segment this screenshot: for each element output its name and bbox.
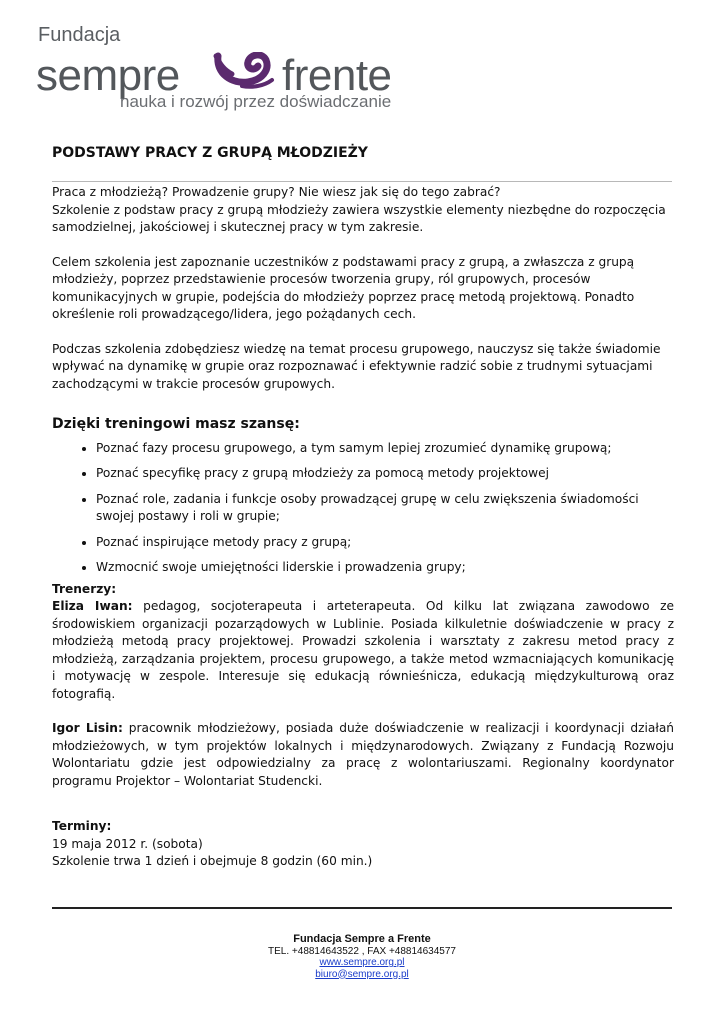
trainer-name: Igor Lisin: [52,721,123,735]
list-item: • Poznać inspirujące metody pracy z grupą; [96,534,674,552]
logo [36,18,416,118]
document-title: PODSTAWY PRACY Z GRUPĄ MŁODZIEŻY [52,145,368,161]
title-divider [52,181,672,182]
footer-org-name: Fundacja Sempre a Frente [293,933,431,945]
logo-sempre-text: sempre [36,51,180,100]
list-item: • Wzmocnić swoje umiejętności liderskie i prowadzenia grupy; [96,559,674,577]
terms-duration: Szkolenie trwa 1 dzień i obejmuje 8 godzin (60 min.) [52,854,373,868]
document-body [52,184,674,871]
outcome-paragraph: Podczas szkolenia zdobędziesz wiedzę na temat procesu grupowego, nauczysz się także świadomie wpływać na dynamikę w grupie oraz rozpoznawać i efektywnie radzić sobie z trudnymi sytuacjami zachodzącymi w trakcie procesów grupowych. [52,341,661,391]
logo-frente-text: frente [282,51,392,100]
benefits-heading: Dzięki treningowi masz szansę: [52,416,300,432]
footer [0,934,724,980]
logo-tagline: nauka i rozwój przez doświadczanie [120,92,392,111]
intro-question: Praca z młodzieżą? Prowadzenie grupy? Nie wiesz jak się do tego zabrać? [52,185,501,199]
trainer-name: Eliza Iwan: [52,599,133,613]
goal-paragraph: Celem szkolenia jest zapoznanie uczestników z podstawami pracy z grupą, a zwłaszcza z grupą młodzieży, poprzez przedstawienie procesów tworzenia grupy, ról grupowych, procesów komunikacyjnych w grupie, podejścia do młodzieży poprzez pracę metodą projektową. Ponadto określenie roli prowadzącego/lidera, jego pożądanych cech. [52,254,635,321]
footer-divider [52,907,672,909]
logo-fundacja-text: Fundacja [38,24,121,46]
footer-website-link[interactable]: www.sempre.org.pl [319,957,405,968]
terms-date: 19 maja 2012 r. (sobota) [52,836,203,851]
benefits-list [52,440,674,577]
trainer-eliza-iwan [52,598,674,703]
list-item: • Poznać fazy procesu grupowego, a tym samym lepiej zrozumieć dynamikę grupową; [96,440,674,458]
terms-heading: Terminy: [52,819,112,833]
trainers-heading: Trenerzy: [52,581,117,596]
footer-email-link[interactable]: biuro@sempre.org.pl [315,968,409,980]
trainer-bio: pedagog, socjoterapeuta i arteterapeuta. Od kilku lat związana zawodowo ze środowiskiem organizacji pozarządowych w Lublinie. Posiada kilkuletnie doświadczenie w pracy z młodzieżą metodą pracy projektowej. Prowadzi szkolenia i warsztaty z zakresu metod pracy z młodzieżą, zarządzania projektem, procesu grupowego, a także metod wzmacniających komunikację i motywację w zespole. Interesuje się edukacją równieśnicza, edukacją międzykulturową oraz fotografią. [52,599,675,701]
trainer-bio: pracownik młodzieżowy, posiada duże doświadczenie w realizacji i koordynacji działań młodzieżowych, w tym projektów lokalnych i międzynarodowych. Związany z Fundacją Rozwoju Wolontariatu gdzie jest odpowiedzialny za pracę z wolontariuszami. Regionalny koordynator programu Projektor – Wolontariat Studencki. [52,721,675,788]
footer-contact: TEL. +48814643522 , FAX +48814634577 [268,945,456,957]
intro-summary: Szkolenie z podstaw pracy z grupą młodzieży zawiera wszystkie elementy niezbędne do rozpoczęcia samodzielnej, jakościowej i skutecznej pracy w tym zakresie. [52,202,666,234]
list-item: • Poznać specyfikę pracy z grupą młodzieży za pomocą metody projektowej [96,465,674,483]
trainer-igor-lisin [52,720,674,790]
list-item: • Poznać role, zadania i funkcje osoby prowadzącej grupę w celu zwiększenia świadomości swojej postawy i roli w grupie; [96,491,674,526]
